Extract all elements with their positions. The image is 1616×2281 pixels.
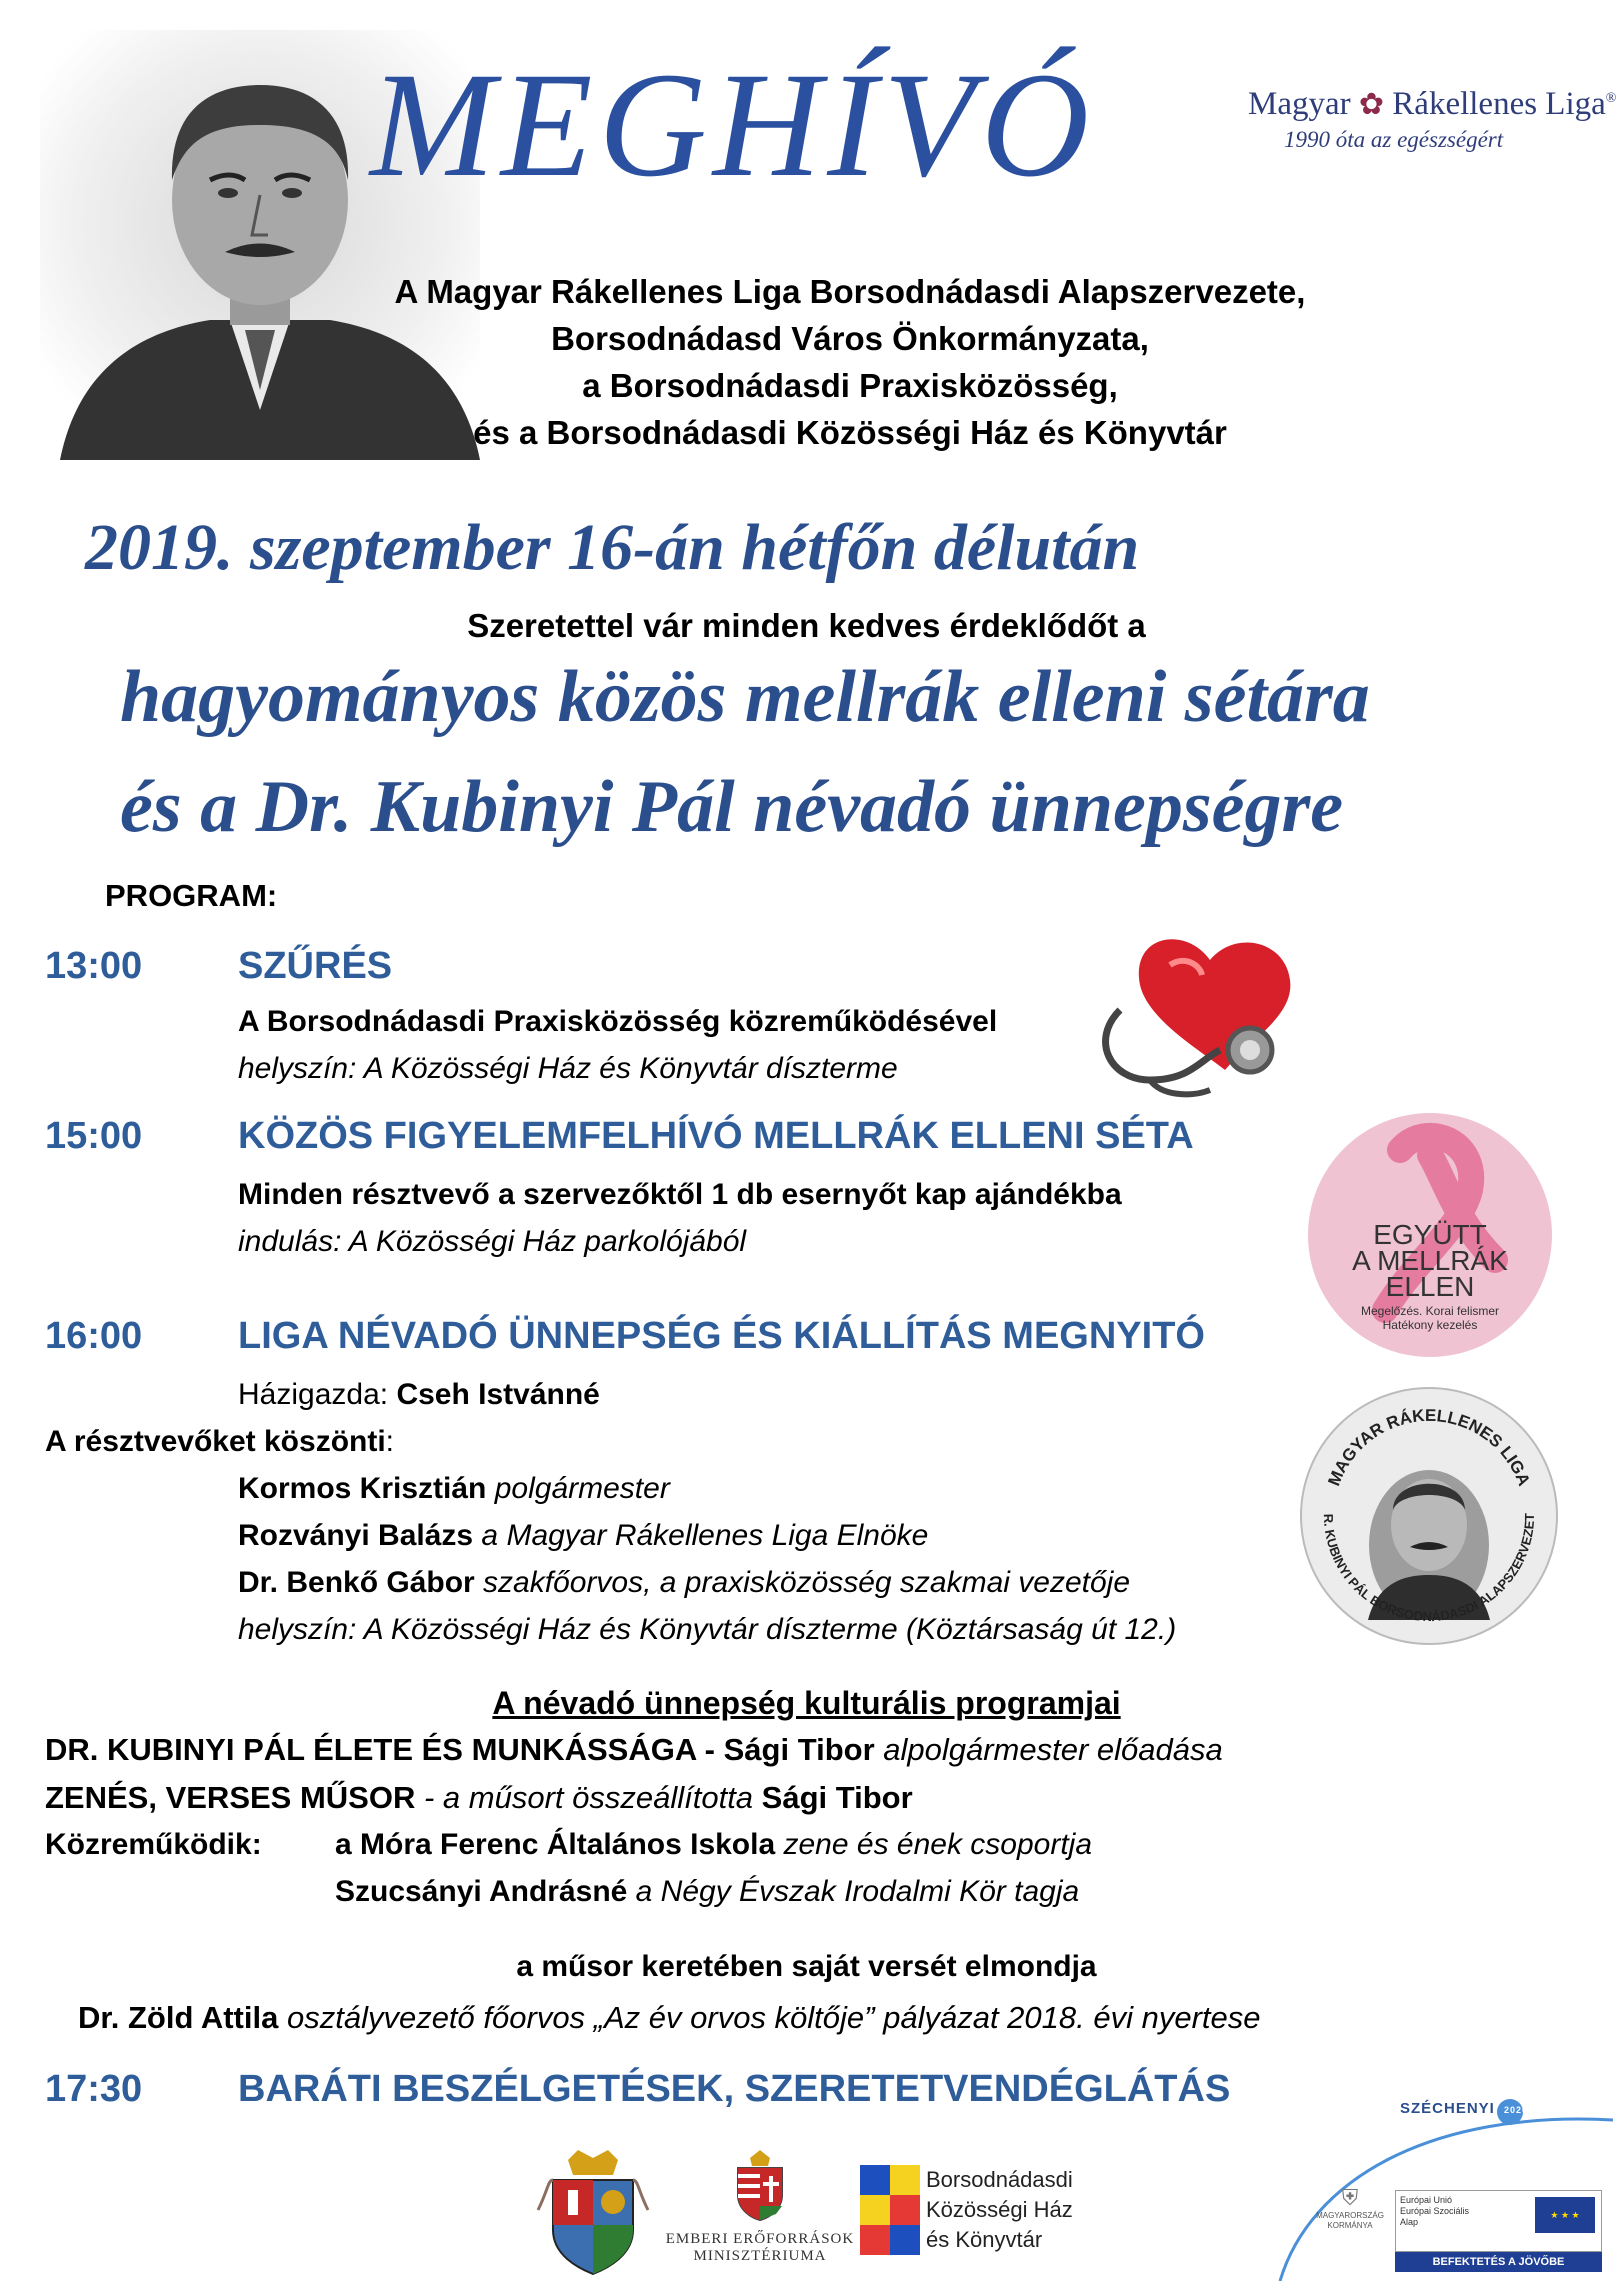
greet-line bbox=[45, 1425, 394, 1459]
time-1300: 13:00 bbox=[45, 945, 143, 987]
event-title-line1: hagyományos közös mellrák elleni sétára bbox=[120, 656, 1370, 738]
talk-title: DR. KUBINYI PÁL ÉLETE ÉS MUNKÁSSÁGA bbox=[45, 1732, 697, 1767]
eu-line2: Európai Szociális bbox=[1400, 2206, 1470, 2216]
speaker-role: szakfőorvos, a praxisközösség szakmai vezetője bbox=[474, 1566, 1131, 1599]
liga-name-right: Rákellenes Liga bbox=[1392, 86, 1606, 122]
ministry-line1: EMBERI ERŐFORRÁSOK bbox=[665, 2231, 855, 2247]
liga-tagline: 1990 óta az egészségért bbox=[1284, 127, 1504, 152]
event-title-line2: és a Dr. Kubinyi Pál névadó ünnepségre bbox=[120, 766, 1344, 848]
culture-row2 bbox=[45, 1780, 913, 1816]
eu-flag-icon: ★ ★ ★ bbox=[1535, 2197, 1595, 2233]
host-name: Cseh Istvánné bbox=[396, 1378, 600, 1411]
color-blocks-icon bbox=[860, 2165, 922, 2265]
greet-label: A résztvevőket köszönti bbox=[45, 1425, 386, 1458]
speaker-name: Rozványi Balázs bbox=[238, 1519, 474, 1552]
program-label: PROGRAM: bbox=[105, 878, 278, 913]
szechenyi-eu-logo bbox=[1270, 2040, 1613, 2281]
badge-sub1: Megelőzés. Korai felismer bbox=[1360, 1304, 1500, 1318]
culture-row4 bbox=[335, 1875, 1079, 1909]
speaker-role: a Magyar Rákellenes Liga Elnöke bbox=[473, 1519, 929, 1552]
liga-name-left: Magyar bbox=[1248, 86, 1351, 122]
culture-heading: A névadó ünnepség kulturális programjai bbox=[492, 1685, 1121, 1721]
show-title: ZENÉS, VERSES MŰSOR bbox=[45, 1780, 416, 1815]
poet-name: Dr. Zöld Attila bbox=[78, 2000, 279, 2035]
pink-ribbon-badge bbox=[1305, 1110, 1555, 1360]
heart-stethoscope-image bbox=[1090, 930, 1320, 1110]
registered-mark: ® bbox=[1605, 91, 1616, 106]
organizer-line: és a Borsodnádasdi Közösségi Ház és Könyvtár bbox=[473, 414, 1227, 451]
heading-ceremony: LIGA NÉVADÓ ÜNNEPSÉG ÉS KIÁLLÍTÁS MEGNYITÓ bbox=[238, 1315, 1205, 1357]
poet-row bbox=[78, 2000, 1261, 2036]
culture-row1 bbox=[45, 1732, 1223, 1768]
kh-line1: Borsodnádasdi bbox=[926, 2167, 1073, 2192]
seal-bottom-text: R. KUBINYI PÁL BORSODNÁDASDI ALAPSZERVEZET bbox=[1320, 1513, 1538, 1625]
time-1500: 15:00 bbox=[45, 1115, 143, 1157]
speaker-row bbox=[238, 1472, 670, 1506]
badge-line3: ELLEN bbox=[1385, 1271, 1475, 1302]
show-desc: - a műsort összeállította bbox=[415, 1780, 762, 1815]
school-desc: zene és ének csoportja bbox=[775, 1828, 1093, 1861]
eu-line1: Európai Unió bbox=[1400, 2195, 1453, 2205]
poem-line: a műsor keretében saját versét elmondja bbox=[516, 1950, 1097, 1983]
time-1600: 16:00 bbox=[45, 1315, 143, 1357]
performer-name: Szucsányi Andrásné bbox=[335, 1875, 628, 1908]
organizer-line: Borsodnádasd Város Önkormányzata, bbox=[551, 320, 1149, 357]
liga-logo bbox=[1248, 86, 1616, 153]
speaker-role: alpolgármester előadása bbox=[874, 1732, 1223, 1767]
culture-row3 bbox=[335, 1828, 1092, 1862]
invite-line: Szeretettel vár minden kedves érdeklődőt a bbox=[467, 607, 1146, 644]
item3-venue: helyszín: A Közösségi Ház és Könyvtár díszterme (Köztársaság út 12.) bbox=[238, 1613, 1177, 1646]
speaker-name: Kormos Krisztián bbox=[238, 1472, 487, 1505]
szechenyi-text: SZÉCHENYI bbox=[1400, 2100, 1495, 2117]
badge-line1: EGYÜTT bbox=[1373, 1219, 1487, 1250]
badge-sub2: Hatékony kezelés bbox=[1382, 1318, 1478, 1332]
school-name: a Móra Ferenc Általános Iskola bbox=[335, 1828, 776, 1861]
coat-of-arms-icon bbox=[538, 2150, 648, 2275]
speaker-name: Sági Tibor bbox=[761, 1780, 913, 1815]
kh-line3: és Könyvtár bbox=[926, 2227, 1043, 2252]
contrib-label: Közreműködik: bbox=[45, 1828, 262, 1861]
event-date: 2019. szeptember 16-án hétfőn délután bbox=[85, 511, 1140, 584]
host-label: Házigazda: bbox=[238, 1378, 397, 1411]
eu-banner: BEFEKTETÉS A JÖVŐBE bbox=[1395, 2252, 1602, 2272]
performer-desc: a Négy Évszak Irodalmi Kör tagja bbox=[627, 1875, 1080, 1908]
time-1730: 17:30 bbox=[45, 2068, 143, 2110]
kh-line2: Közösségi Ház bbox=[926, 2197, 1073, 2222]
kubinyi-seal bbox=[1298, 1385, 1560, 1647]
organizer-line: A Magyar Rákellenes Liga Borsodnádasdi Alapszervezete, bbox=[394, 273, 1306, 310]
item2-line1: Minden résztvevő a szervezőktől 1 db esernyőt kap ajándékba bbox=[238, 1178, 1122, 1211]
organizer-line: a Borsodnádasdi Praxisközösség, bbox=[582, 367, 1118, 404]
community-house-logo bbox=[860, 2165, 1090, 2275]
speaker-role: polgármester bbox=[486, 1472, 670, 1505]
speaker-row bbox=[238, 1566, 1130, 1600]
eu-line3: Alap bbox=[1400, 2217, 1419, 2227]
heading-screening: SZŰRÉS bbox=[238, 945, 393, 987]
organizers-block bbox=[285, 268, 1415, 456]
ministry-logo bbox=[660, 2150, 860, 2275]
gov-coat-icon: ⛨ bbox=[1341, 2185, 1359, 2210]
poet-desc: osztályvezető főorvos „Az év orvos költője” pályázat 2018. évi nyertese bbox=[278, 2000, 1261, 2035]
hungarian-coat-icon bbox=[730, 2150, 790, 2220]
greet-colon: : bbox=[385, 1425, 395, 1458]
item1-line2: helyszín: A Közösségi Ház és Könyvtár díszterme bbox=[238, 1052, 898, 1085]
item1-line1: A Borsodnádasdi Praxisközösség közreműködésével bbox=[238, 1005, 998, 1038]
szechenyi-year: 2020 bbox=[1504, 2105, 1529, 2115]
seal-top-text: MAGYAR RÁKELLENES LIGA bbox=[1324, 1405, 1534, 1489]
speaker-name: Dr. Benkő Gábor bbox=[238, 1566, 475, 1599]
gov-label: MAGYARORSZÁG KORMÁNYA bbox=[1316, 2211, 1384, 2230]
ministry-line2: MINISZTÉRIUMA bbox=[693, 2248, 827, 2264]
item2-line2: indulás: A Közösségi Ház parkolójából bbox=[238, 1225, 747, 1258]
page-title: MEGHÍVÓ bbox=[370, 42, 1096, 208]
badge-line2: A MELLRÁK bbox=[1352, 1245, 1508, 1276]
speaker-name: Sági Tibor bbox=[723, 1732, 875, 1767]
liga-flower-icon: ✿ bbox=[1358, 88, 1385, 121]
host-line bbox=[238, 1378, 600, 1412]
heading-walk: KÖZÖS FIGYELEMFELHÍVÓ MELLRÁK ELLENI SÉTA bbox=[238, 1115, 1194, 1157]
speaker-row bbox=[238, 1519, 928, 1553]
separator: - bbox=[696, 1732, 724, 1767]
heading-reception: BARÁTI BESZÉLGETÉSEK, SZERETETVENDÉGLÁTÁS bbox=[238, 2068, 1231, 2110]
